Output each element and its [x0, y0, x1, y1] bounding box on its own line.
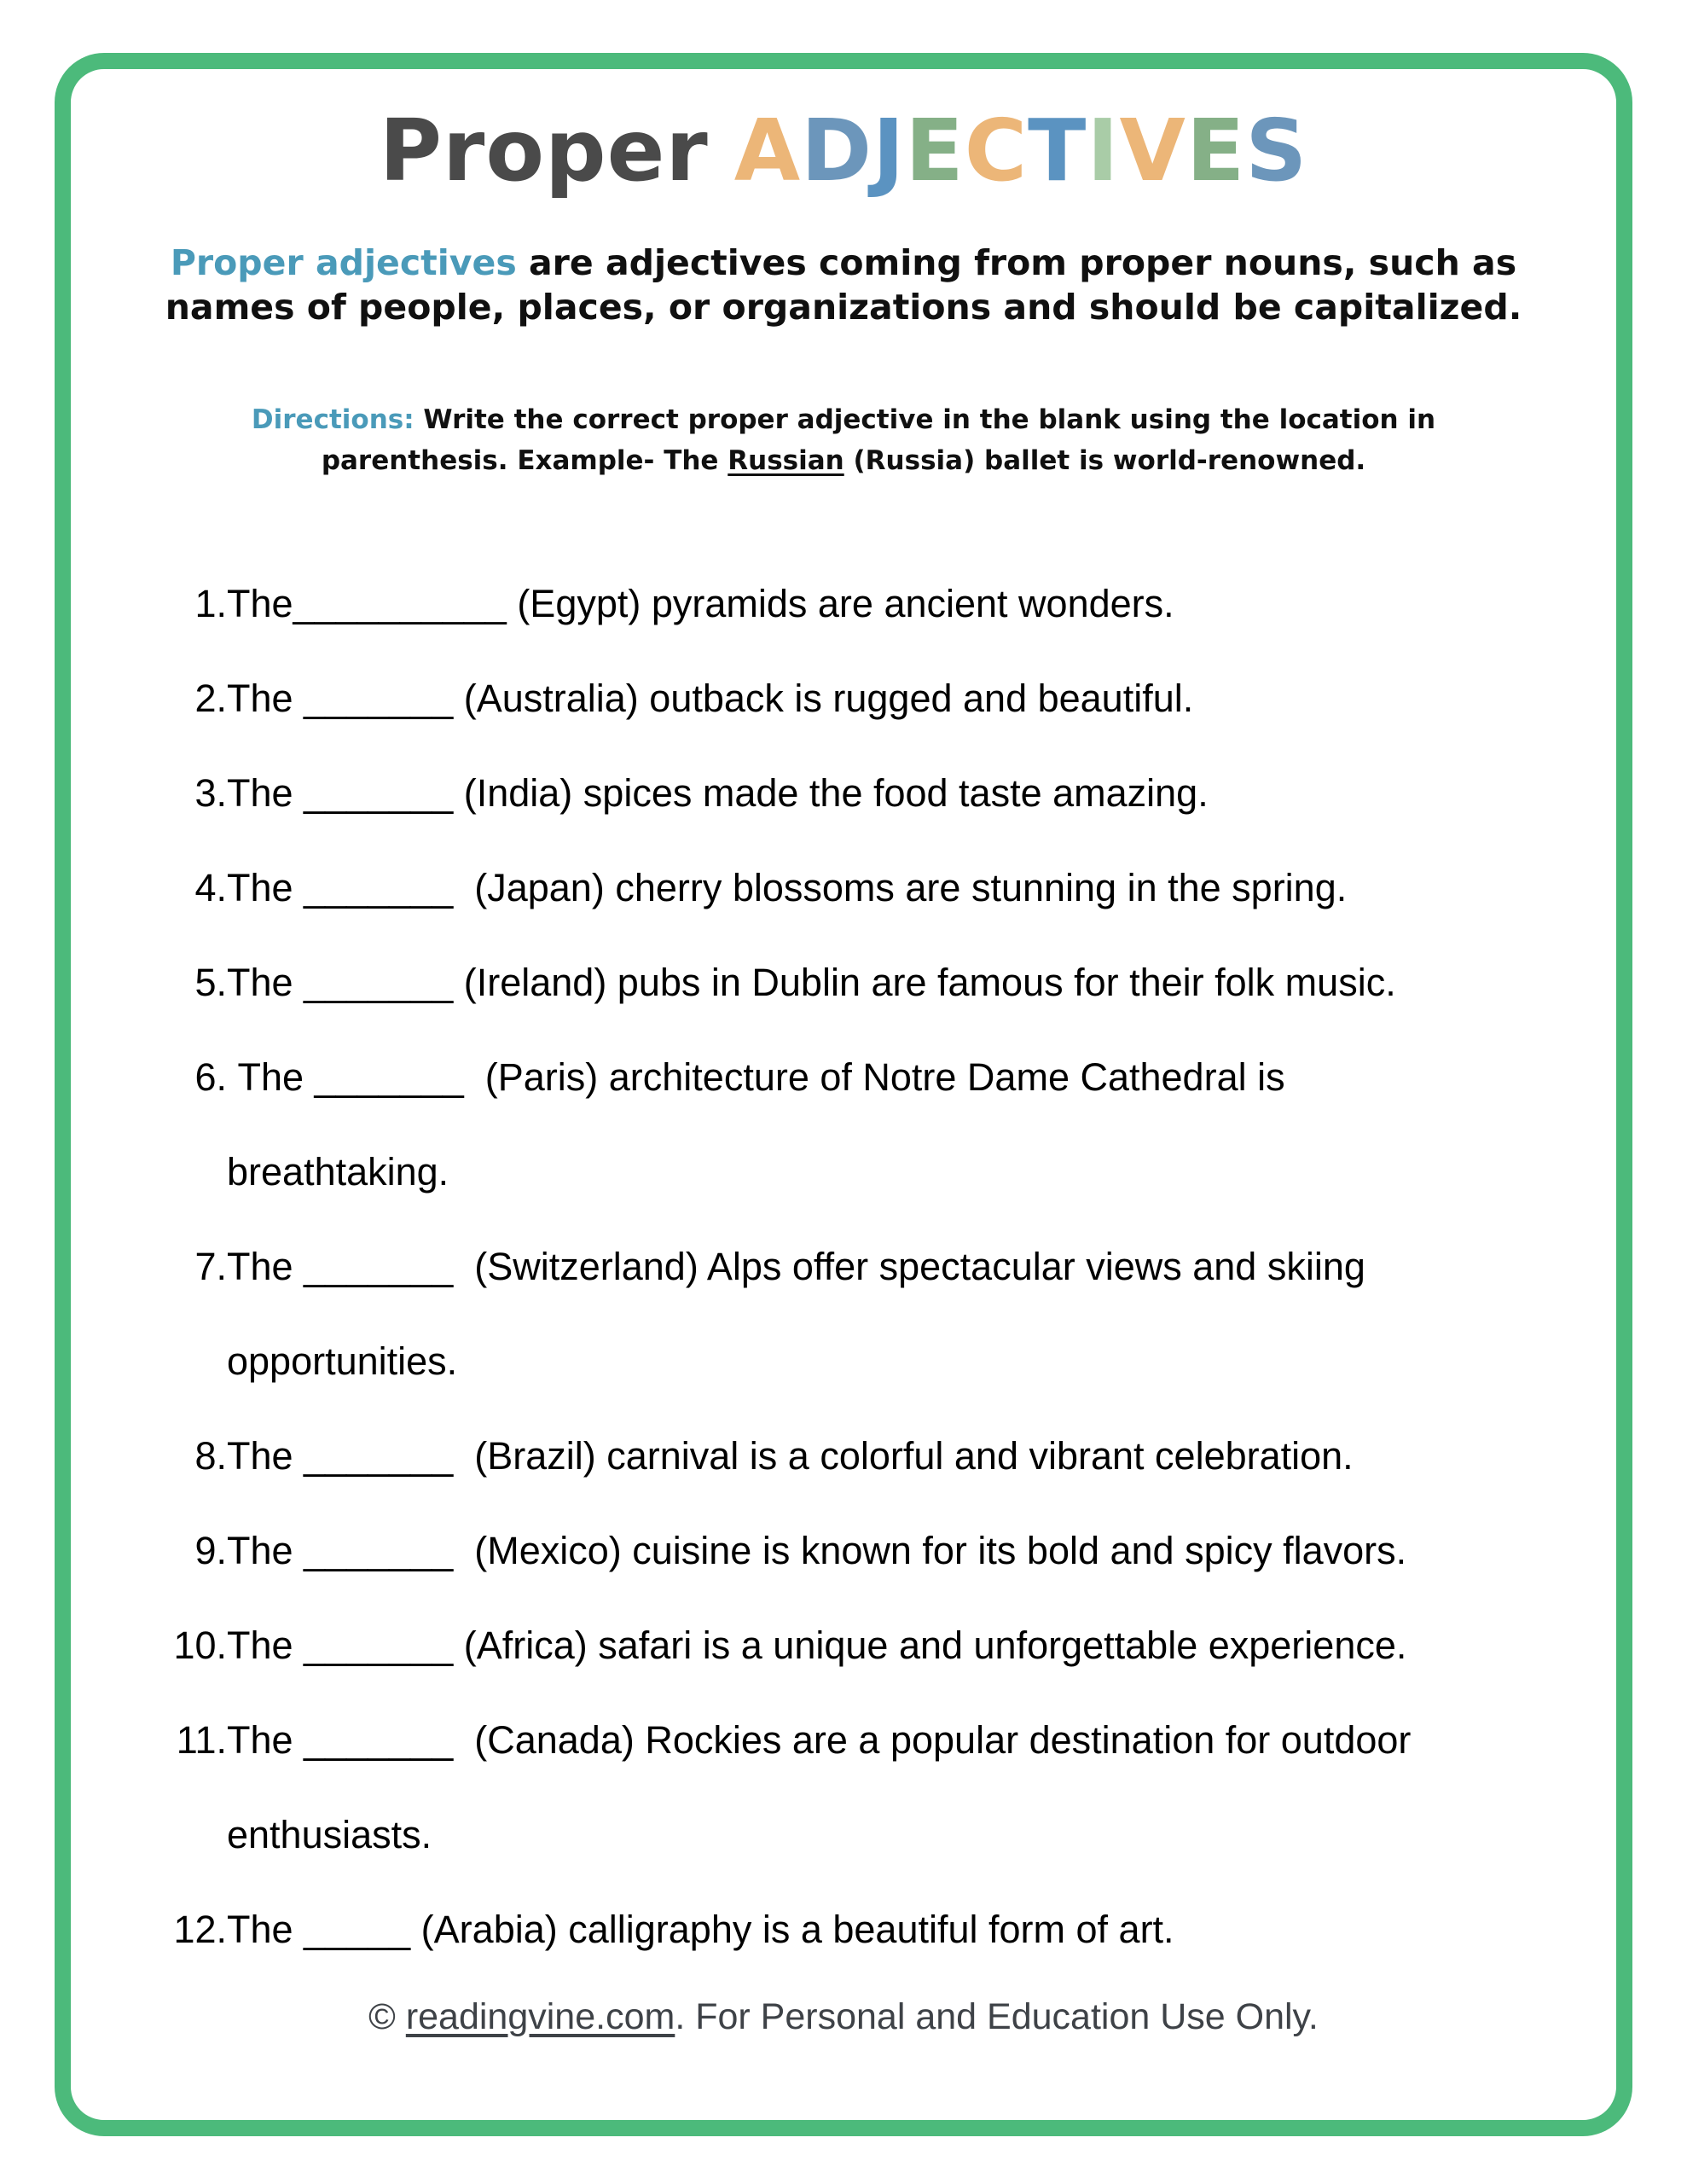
worksheet-question — [152, 1693, 1610, 1882]
question-text — [227, 1030, 1610, 1219]
question-number: 12. — [173, 1908, 227, 1951]
question-line: enthusiasts. — [227, 1813, 432, 1856]
title-word-proper: Proper — [379, 101, 709, 200]
directions-label: Directions: — [251, 404, 415, 435]
directions-line1-rest: Write the correct proper adjective in the blank using the location in — [414, 404, 1436, 435]
title-letter: I — [1087, 101, 1120, 200]
question-text — [227, 1882, 1610, 1977]
question-line: The _______ (Africa) safari is a unique and unforgettable experience. — [227, 1623, 1407, 1667]
question-line: The _____ (Arabia) calligraphy is a beautiful form of art. — [227, 1908, 1174, 1951]
question-number: 9. — [194, 1529, 227, 1572]
intro-line1-rest: are adjectives coming from proper nouns, such as — [516, 242, 1517, 283]
question-line: The _______ (Brazil) carnival is a colorful and vibrant celebration. — [227, 1434, 1354, 1478]
worksheet-question — [152, 1219, 1610, 1409]
title-letter: E — [905, 101, 965, 200]
question-number: 6. — [194, 1055, 227, 1099]
question-line: The _______ (Switzerland) Alps offer spectacular views and skiing — [227, 1245, 1365, 1288]
question-line: The _______ (Mexico) cuisine is known for its bold and spicy flavors. — [227, 1529, 1407, 1572]
question-line: The _______ (Australia) outback is rugged and beautiful. — [227, 677, 1194, 720]
question-text — [227, 1409, 1610, 1503]
title-letter: S — [1245, 101, 1308, 200]
question-text — [227, 1219, 1610, 1409]
page-title — [0, 96, 1687, 206]
intro-paragraph — [0, 241, 1687, 330]
question-line: The__________ (Egypt) pyramids are ancient wonders. — [227, 582, 1174, 625]
title-letter: E — [1186, 101, 1246, 200]
question-number: 10. — [173, 1623, 227, 1667]
question-text — [227, 746, 1610, 840]
title-letter: T — [1028, 101, 1087, 200]
worksheet-question — [152, 556, 1610, 651]
question-number: 11. — [176, 1718, 227, 1762]
worksheet-question — [152, 1030, 1610, 1219]
footer-copyright-symbol: © — [368, 1996, 406, 2037]
question-line: breathtaking. — [227, 1150, 449, 1194]
title-letter: D — [801, 101, 873, 200]
question-line: The _______ (Paris) architecture of Notre Dame Cathedral is — [227, 1055, 1285, 1099]
question-text — [227, 651, 1610, 746]
footer-site-link[interactable]: readingvine.com — [405, 1996, 675, 2037]
question-text — [227, 1693, 1610, 1882]
directions-block — [0, 399, 1687, 481]
question-line: The _______ (Japan) cherry blossoms are stunning in the spring. — [227, 866, 1348, 909]
worksheet-question — [152, 1598, 1610, 1693]
question-line: The _______ (India) spices made the food taste amazing. — [227, 771, 1209, 815]
directions-line2-pre: parenthesis. Example- The — [321, 445, 728, 477]
footer-usage-note: . For Personal and Education Use Only. — [675, 1996, 1319, 2037]
question-text — [227, 1503, 1610, 1598]
directions-example-answer: Russian — [728, 445, 844, 477]
title-letter: C — [964, 101, 1029, 200]
footer-copyright — [0, 1991, 1687, 2042]
worksheet-question — [152, 840, 1610, 935]
intro-highlight: Proper adjectives — [170, 242, 517, 283]
title-letter: A — [733, 101, 802, 200]
question-text — [227, 556, 1610, 651]
directions-line2-post: (Russia) ballet is world-renowned. — [844, 445, 1366, 477]
question-line: opportunities. — [227, 1339, 458, 1383]
worksheet-question — [152, 746, 1610, 840]
question-line: The _______ (Canada) Rockies are a popular destination for outdoor — [227, 1718, 1412, 1762]
question-list — [152, 556, 1610, 1977]
question-number: 5. — [194, 961, 227, 1004]
question-text — [227, 840, 1610, 935]
worksheet-question — [152, 1503, 1610, 1598]
worksheet-question — [152, 651, 1610, 746]
question-number: 7. — [194, 1245, 227, 1288]
worksheet-question — [152, 1882, 1610, 1977]
title-word-adjectives — [734, 101, 1308, 200]
title-letter: J — [872, 101, 906, 200]
worksheet-question — [152, 1409, 1610, 1503]
question-text — [227, 1598, 1610, 1693]
intro-line2: names of people, places, or organizations and should be capitalized. — [165, 287, 1522, 328]
title-letter: V — [1119, 101, 1186, 200]
question-number: 3. — [194, 771, 227, 815]
question-number: 8. — [194, 1434, 227, 1478]
question-number: 1. — [194, 582, 227, 625]
question-text — [227, 935, 1610, 1030]
worksheet-question — [152, 935, 1610, 1030]
question-number: 4. — [194, 866, 227, 909]
question-line: The _______ (Ireland) pubs in Dublin are famous for their folk music. — [227, 961, 1396, 1004]
question-number: 2. — [194, 677, 227, 720]
